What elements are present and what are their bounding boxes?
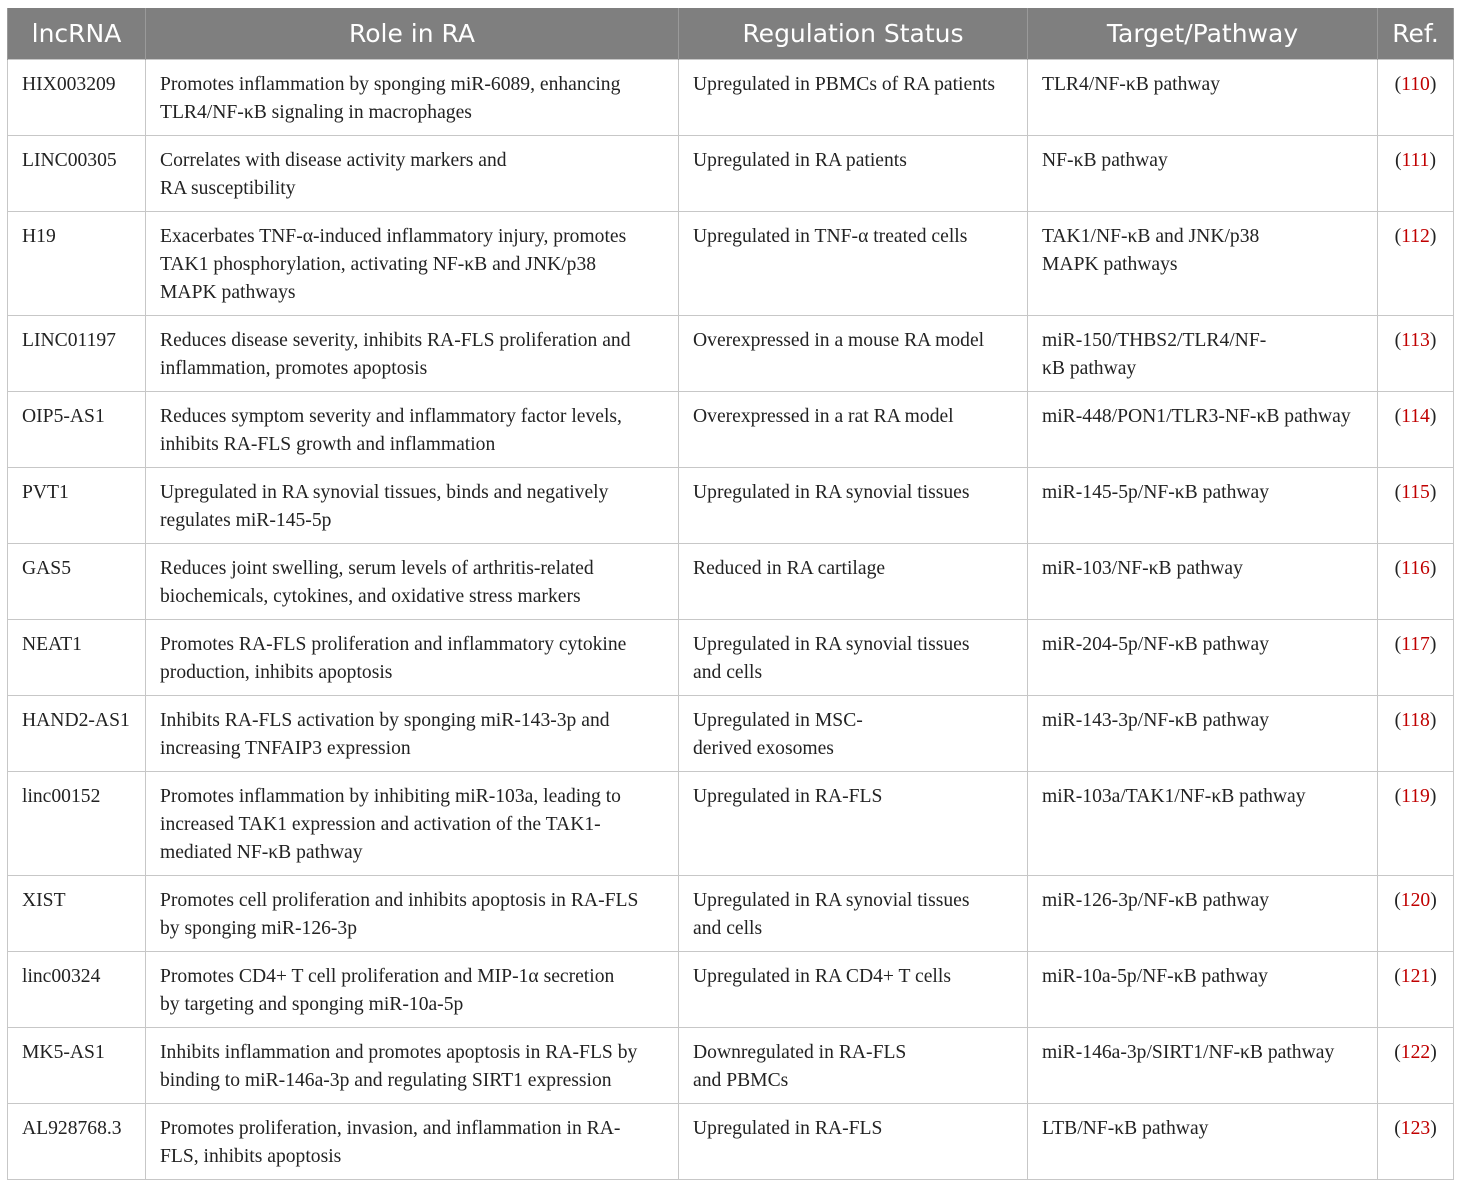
ref-link[interactable]: 121 bbox=[1400, 966, 1431, 987]
cell-regulation-status: Upregulated in RA-FLS bbox=[679, 772, 1028, 876]
table-row bbox=[8, 212, 1454, 316]
cell-lncrna: HAND2-AS1 bbox=[8, 696, 146, 772]
cell-role: Promotes RA-FLS proliferation and inflammatory cytokine production, inhibits apoptosis bbox=[146, 620, 679, 696]
table-row bbox=[8, 544, 1454, 620]
cell-lncrna: GAS5 bbox=[8, 544, 146, 620]
cell-role: Promotes CD4+ T cell proliferation and MIP-1α secretion by targeting and sponging miR-10a-5p bbox=[146, 952, 679, 1028]
cell-role: Exacerbates TNF-α-induced inflammatory injury, promotes TAK1 phosphorylation, activating NF-κB and JNK/p38 MAPK pathways bbox=[146, 212, 679, 316]
cell-ref: (119) bbox=[1378, 772, 1454, 876]
header-row bbox=[8, 8, 1454, 60]
table-row bbox=[8, 952, 1454, 1028]
table-row bbox=[8, 772, 1454, 876]
cell-regulation-status: Overexpressed in a rat RA model bbox=[679, 392, 1028, 468]
ref-link[interactable]: 110 bbox=[1401, 74, 1430, 95]
cell-regulation-status: Overexpressed in a mouse RA model bbox=[679, 316, 1028, 392]
cell-role: Inhibits RA-FLS activation by sponging miR-143-3p and increasing TNFAIP3 expression bbox=[146, 696, 679, 772]
ref-link[interactable]: 116 bbox=[1401, 558, 1430, 579]
cell-role: Upregulated in RA synovial tissues, binds and negatively regulates miR-145-5p bbox=[146, 468, 679, 544]
cell-lncrna: XIST bbox=[8, 876, 146, 952]
cell-target-pathway: miR-145-5p/NF-κB pathway bbox=[1028, 468, 1378, 544]
cell-lncrna: PVT1 bbox=[8, 468, 146, 544]
table-row bbox=[8, 696, 1454, 772]
cell-target-pathway: miR-143-3p/NF-κB pathway bbox=[1028, 696, 1378, 772]
cell-target-pathway: TLR4/NF-κB pathway bbox=[1028, 60, 1378, 136]
cell-regulation-status: Upregulated in PBMCs of RA patients bbox=[679, 60, 1028, 136]
cell-lncrna: HIX003209 bbox=[8, 60, 146, 136]
table-row bbox=[8, 876, 1454, 952]
cell-ref: (111) bbox=[1378, 136, 1454, 212]
cell-target-pathway: miR-204-5p/NF-κB pathway bbox=[1028, 620, 1378, 696]
cell-lncrna: AL928768.3 bbox=[8, 1104, 146, 1180]
cell-role: Reduces disease severity, inhibits RA-FLS proliferation and inflammation, promotes apoptosis bbox=[146, 316, 679, 392]
cell-ref: (122) bbox=[1378, 1028, 1454, 1104]
cell-role: Promotes inflammation by inhibiting miR-103a, leading to increased TAK1 expression and activation of the TAK1- mediated NF-κB pathway bbox=[146, 772, 679, 876]
cell-role: Reduces symptom severity and inflammatory factor levels, inhibits RA-FLS growth and inflammation bbox=[146, 392, 679, 468]
cell-target-pathway: LTB/NF-κB pathway bbox=[1028, 1104, 1378, 1180]
cell-lncrna: H19 bbox=[8, 212, 146, 316]
ref-link[interactable]: 115 bbox=[1401, 482, 1430, 503]
cell-target-pathway: TAK1/NF-κB and JNK/p38 MAPK pathways bbox=[1028, 212, 1378, 316]
table-header bbox=[8, 8, 1454, 60]
cell-lncrna: linc00324 bbox=[8, 952, 146, 1028]
cell-ref: (118) bbox=[1378, 696, 1454, 772]
cell-target-pathway: miR-126-3p/NF-κB pathway bbox=[1028, 876, 1378, 952]
cell-target-pathway: miR-146a-3p/SIRT1/NF-κB pathway bbox=[1028, 1028, 1378, 1104]
ref-link[interactable]: 111 bbox=[1401, 150, 1430, 171]
cell-ref: (116) bbox=[1378, 544, 1454, 620]
cell-regulation-status: Reduced in RA cartilage bbox=[679, 544, 1028, 620]
cell-regulation-status: Upregulated in RA synovial tissues and cells bbox=[679, 876, 1028, 952]
header-role: Role in RA bbox=[146, 8, 679, 60]
cell-regulation-status: Upregulated in RA CD4+ T cells bbox=[679, 952, 1028, 1028]
ref-link[interactable]: 119 bbox=[1401, 786, 1430, 807]
cell-lncrna: OIP5-AS1 bbox=[8, 392, 146, 468]
cell-regulation-status: Downregulated in RA-FLS and PBMCs bbox=[679, 1028, 1028, 1104]
cell-role: Inhibits inflammation and promotes apoptosis in RA-FLS by binding to miR-146a-3p and regulating SIRT1 expression bbox=[146, 1028, 679, 1104]
cell-target-pathway: NF-κB pathway bbox=[1028, 136, 1378, 212]
ref-link[interactable]: 114 bbox=[1401, 406, 1430, 427]
table-row bbox=[8, 620, 1454, 696]
cell-regulation-status: Upregulated in MSC- derived exosomes bbox=[679, 696, 1028, 772]
cell-ref: (112) bbox=[1378, 212, 1454, 316]
cell-lncrna: NEAT1 bbox=[8, 620, 146, 696]
cell-regulation-status: Upregulated in TNF-α treated cells bbox=[679, 212, 1028, 316]
cell-ref: (117) bbox=[1378, 620, 1454, 696]
cell-ref: (123) bbox=[1378, 1104, 1454, 1180]
cell-ref: (120) bbox=[1378, 876, 1454, 952]
cell-target-pathway: miR-10a-5p/NF-κB pathway bbox=[1028, 952, 1378, 1028]
lncrna-table bbox=[7, 8, 1454, 1180]
cell-target-pathway: miR-448/PON1/TLR3-NF-κB pathway bbox=[1028, 392, 1378, 468]
cell-target-pathway: miR-150/THBS2/TLR4/NF- κB pathway bbox=[1028, 316, 1378, 392]
ref-link[interactable]: 113 bbox=[1401, 330, 1430, 351]
cell-ref: (110) bbox=[1378, 60, 1454, 136]
ref-link[interactable]: 118 bbox=[1401, 710, 1430, 731]
ref-link[interactable]: 112 bbox=[1401, 226, 1430, 247]
cell-role: Correlates with disease activity markers and RA susceptibility bbox=[146, 136, 679, 212]
table-row bbox=[8, 60, 1454, 136]
table-row bbox=[8, 1104, 1454, 1180]
header-regulation-status: Regulation Status bbox=[679, 8, 1028, 60]
cell-target-pathway: miR-103a/TAK1/NF-κB pathway bbox=[1028, 772, 1378, 876]
cell-regulation-status: Upregulated in RA synovial tissues bbox=[679, 468, 1028, 544]
header-lncrna: lncRNA bbox=[8, 8, 146, 60]
cell-lncrna: LINC01197 bbox=[8, 316, 146, 392]
ref-link[interactable]: 122 bbox=[1400, 1042, 1431, 1063]
cell-lncrna: linc00152 bbox=[8, 772, 146, 876]
ref-link[interactable]: 123 bbox=[1400, 1118, 1431, 1139]
cell-regulation-status: Upregulated in RA synovial tissues and cells bbox=[679, 620, 1028, 696]
cell-ref: (114) bbox=[1378, 392, 1454, 468]
header-target-pathway: Target/Pathway bbox=[1028, 8, 1378, 60]
table-row bbox=[8, 392, 1454, 468]
cell-ref: (121) bbox=[1378, 952, 1454, 1028]
cell-regulation-status: Upregulated in RA-FLS bbox=[679, 1104, 1028, 1180]
cell-lncrna: MK5-AS1 bbox=[8, 1028, 146, 1104]
cell-ref: (115) bbox=[1378, 468, 1454, 544]
table-body bbox=[8, 60, 1454, 1180]
cell-role: Promotes inflammation by sponging miR-6089, enhancing TLR4/NF-κB signaling in macrophages bbox=[146, 60, 679, 136]
header-ref: Ref. bbox=[1378, 8, 1454, 60]
cell-target-pathway: miR-103/NF-κB pathway bbox=[1028, 544, 1378, 620]
cell-role: Reduces joint swelling, serum levels of arthritis-related biochemicals, cytokines, and oxidative stress markers bbox=[146, 544, 679, 620]
table-row bbox=[8, 316, 1454, 392]
cell-role: Promotes cell proliferation and inhibits apoptosis in RA-FLS by sponging miR-126-3p bbox=[146, 876, 679, 952]
cell-regulation-status: Upregulated in RA patients bbox=[679, 136, 1028, 212]
table-row bbox=[8, 468, 1454, 544]
ref-link[interactable]: 117 bbox=[1401, 634, 1430, 655]
cell-lncrna: LINC00305 bbox=[8, 136, 146, 212]
cell-ref: (113) bbox=[1378, 316, 1454, 392]
cell-role: Promotes proliferation, invasion, and inflammation in RA- FLS, inhibits apoptosis bbox=[146, 1104, 679, 1180]
table-row bbox=[8, 1028, 1454, 1104]
table-row bbox=[8, 136, 1454, 212]
ref-link[interactable]: 120 bbox=[1400, 890, 1431, 911]
